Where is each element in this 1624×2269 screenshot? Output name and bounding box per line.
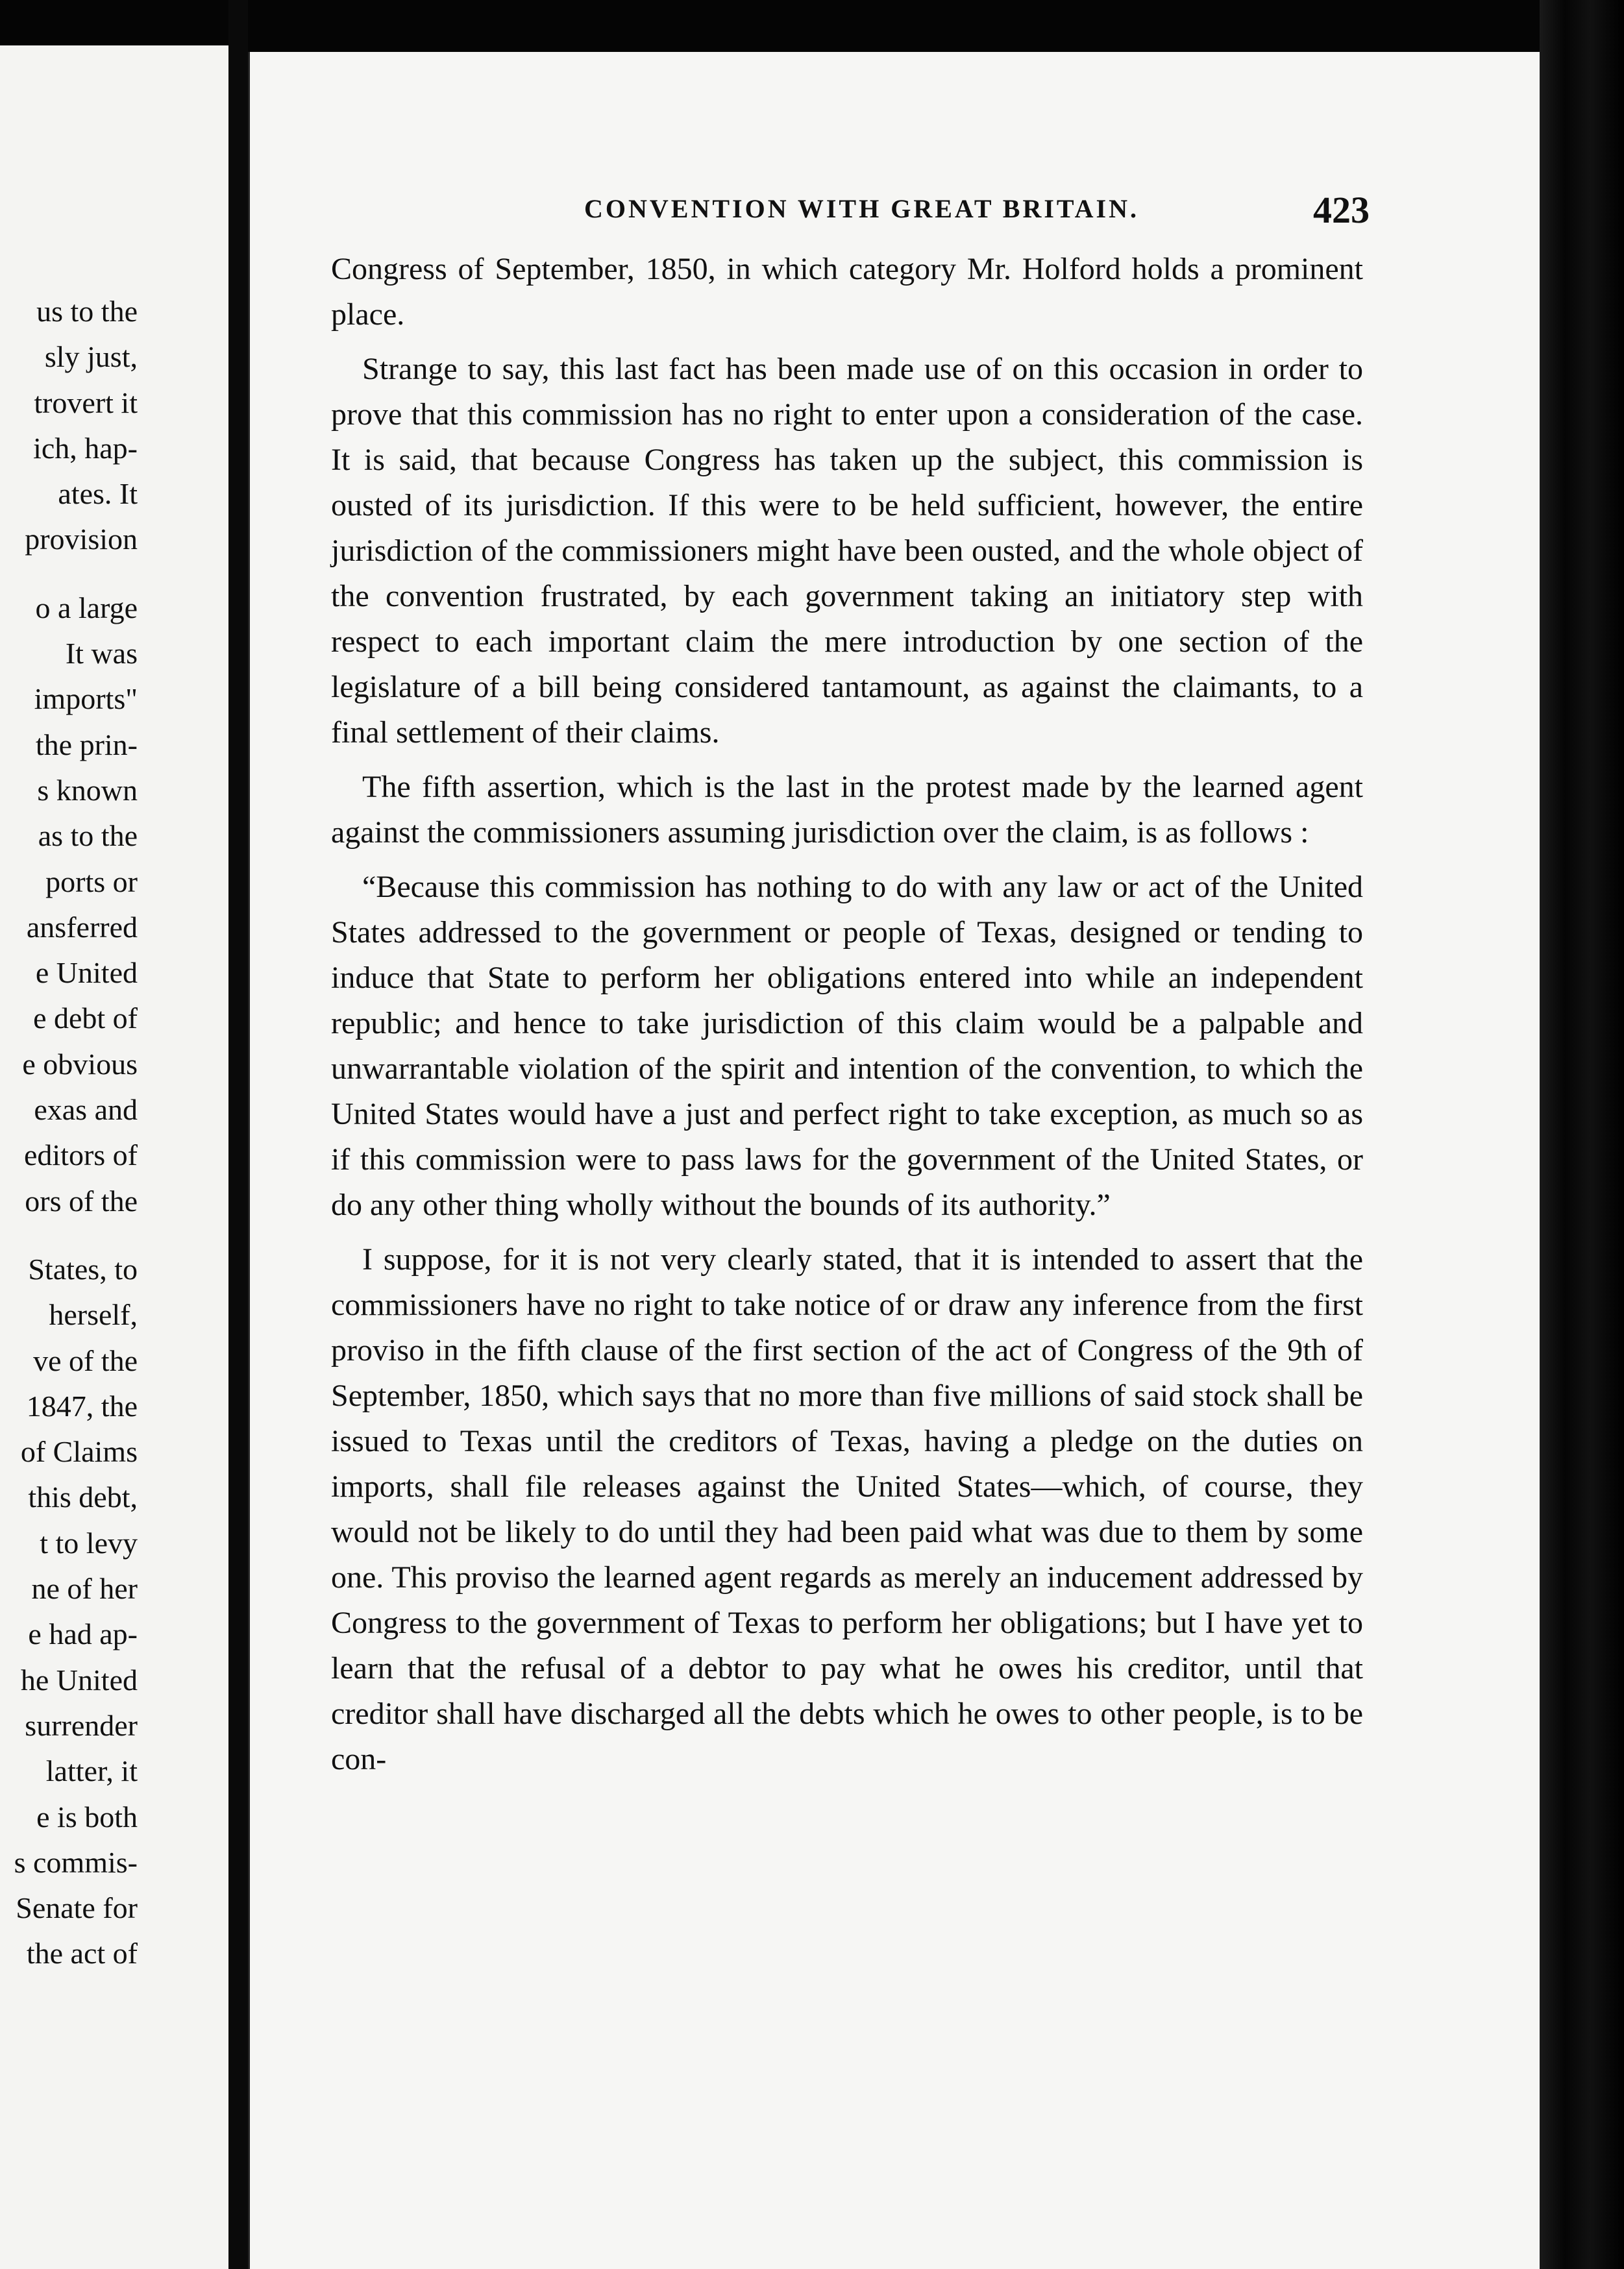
- previous-page-line: Senate for: [16, 1891, 138, 1925]
- paragraph: The fifth assertion, which is the last in the protest made by the learned agent against the commissioners assuming jurisdiction over the claim, is as follows :: [331, 770, 1363, 850]
- previous-page-line: States, to: [28, 1252, 138, 1286]
- previous-page-line: the prin-: [35, 728, 138, 761]
- paragraph: I suppose, for it is not very clearly stated, that it is intended to assert that the commissioners have no right to take notice of or draw any inference from the first proviso in the fifth clause of the first section of the act of Congress of the 9th of September, 1850, which says that no more than five millions of said stock shall be issued to Texas until the creditors of Texas, having a pledge on the duties on imports, shall file releases against the United States—which, of course, they would not be likely to do until they had been paid what was due to them by some one. This proviso the learned agent regards as merely an inducement addressed by Congress to the government of Texas to perform her obligations; but I have yet to learn that the refusal of a debtor to pay what he owes his creditor, until that creditor shall have discharged all the debts which he owes to other people, is to be con-: [331, 1242, 1363, 1776]
- page-number: 423: [1313, 189, 1370, 231]
- previous-page-line: s commis-: [14, 1845, 138, 1879]
- previous-page-line: It was: [65, 637, 138, 670]
- previous-page-line: ne of her: [31, 1572, 138, 1606]
- previous-page-line: ich, hap-: [33, 431, 138, 465]
- previous-page-line: he United: [20, 1663, 138, 1697]
- previous-page-line: e United: [35, 956, 138, 990]
- previous-page-line: provision: [25, 522, 138, 556]
- previous-page-line-list: [0, 289, 138, 1977]
- previous-page-line: exas and: [34, 1093, 138, 1127]
- previous-page-line: ors of the: [25, 1184, 138, 1218]
- previous-page-line: imports": [34, 682, 138, 716]
- previous-page-line: ve of the: [33, 1343, 138, 1377]
- previous-page-line: of Claims: [20, 1435, 138, 1469]
- previous-page-fragment: [0, 45, 228, 2269]
- paragraph-continuation: Congress of September, 1850, in which category Mr. Holford holds a prominent place.: [331, 252, 1363, 332]
- previous-page-line: e obvious: [22, 1047, 138, 1081]
- body-text: [331, 247, 1363, 1791]
- previous-page-line: ansferred: [26, 910, 138, 944]
- previous-page-line: [0, 563, 138, 585]
- book-gutter: [228, 0, 248, 2269]
- previous-page-line: us to the: [36, 295, 138, 328]
- previous-page-line: t to levy: [40, 1526, 138, 1560]
- previous-page-line: s known: [37, 773, 138, 807]
- previous-page-line: e is both: [36, 1800, 138, 1834]
- previous-page-line: latter, it: [45, 1754, 138, 1788]
- previous-page-line: [0, 1224, 138, 1247]
- previous-page-line: editors of: [23, 1138, 138, 1172]
- book-edge: [1540, 0, 1624, 2269]
- block-quote: “Because this commission has nothing to do with any law or act of the United States addressed to the government or people of Texas, designed or tending to induce that State to perform her obligations entered into while an independent republic; and hence to take jurisdiction of this claim would be a palpable and unwarrantable violation of the spirit and intention of the convention, to which the United States would have a just and perfect right to take exception, as much so as if this commission were to pass laws for the government of the United States, or do any other thing wholly without the bounds of its authority.”: [331, 870, 1363, 1222]
- paragraph: Strange to say, this last fact has been made use of on this occasion in order to prove that this commission has no right to enter upon a consideration of the case. It is said, that because Congress has taken up the subject, this commission is ousted of its jurisdiction. If this were to be held sufficient, however, the entire jurisdiction of the commissioners might have been ousted, and the whole object of the convention frustrated, by each government taking an initiatory step with respect to each important claim the mere introduction by one section of the legislature of a bill being considered tantamount, as against the claimants, to a final settlement of their claims.: [331, 352, 1363, 750]
- previous-page-line: surrender: [25, 1708, 138, 1742]
- running-title: CONVENTION WITH GREAT BRITAIN.: [584, 194, 1139, 223]
- previous-page-line: o a large: [35, 591, 138, 624]
- previous-page-line: as to the: [38, 819, 138, 853]
- previous-page-line: this debt,: [28, 1480, 138, 1514]
- previous-page-line: 1847, the: [26, 1389, 138, 1423]
- previous-page-line: herself,: [49, 1298, 138, 1332]
- previous-page-line: e had ap-: [28, 1617, 138, 1651]
- previous-page-line: sly just,: [44, 340, 138, 374]
- previous-page-line: ports or: [45, 865, 138, 898]
- previous-page-line: ates. It: [58, 477, 138, 511]
- previous-page-line: e debt of: [33, 1001, 138, 1035]
- previous-page-line: trovert it: [34, 386, 138, 419]
- previous-page-line: the act of: [26, 1937, 138, 1970]
- running-head: [338, 188, 1370, 240]
